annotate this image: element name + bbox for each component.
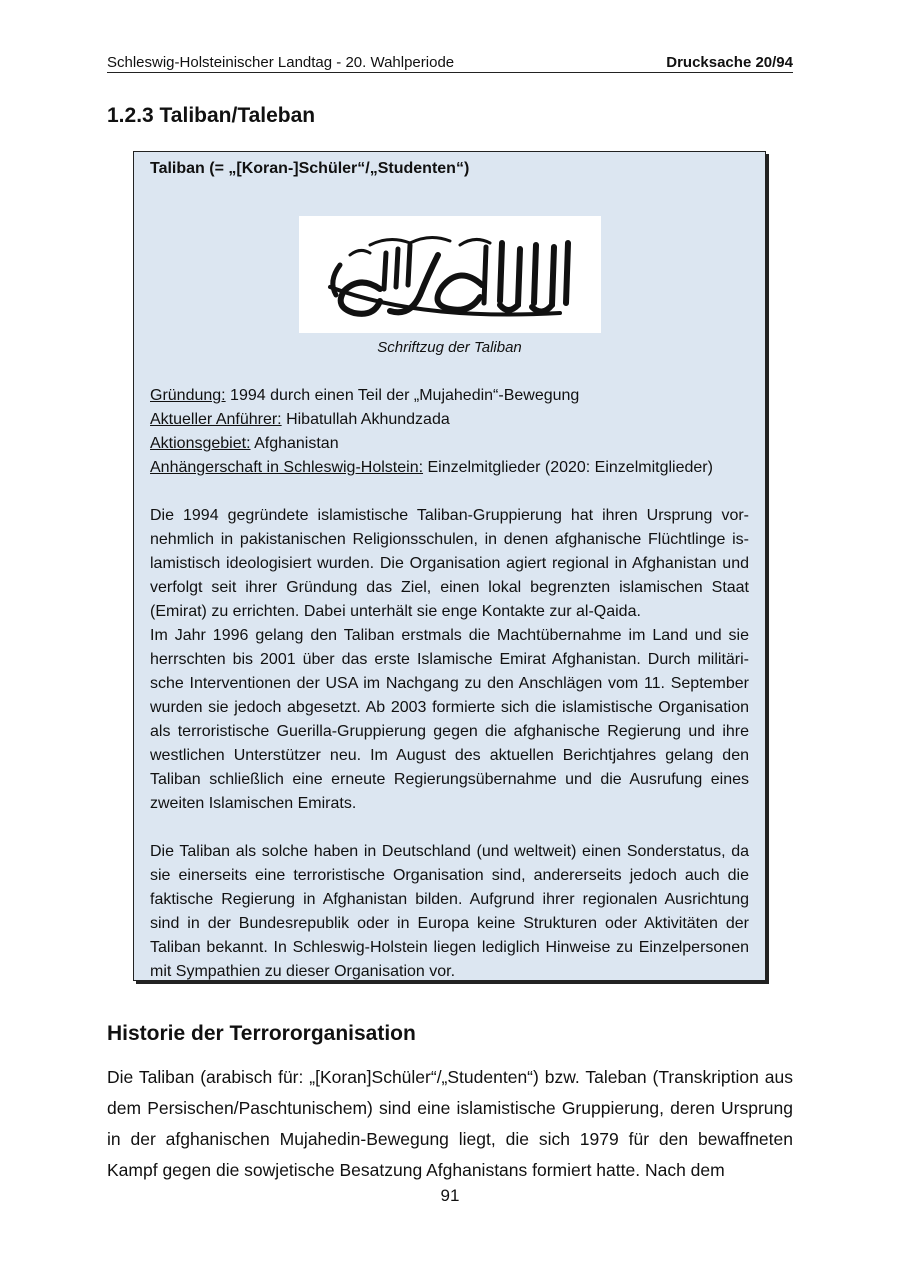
fact-leader: Aktueller Anführer: Hibatullah Akhundzada (150, 411, 450, 428)
logo-caption: Schriftzug der Taliban (377, 339, 522, 356)
page-header (107, 54, 793, 73)
box-paragraph-1: Die 1994 gegründete islamistische Taliban-Gruppierung hat ihren Ursprung vornehmlich in pakistanischen Religionsschulen, in denen afghanische Flüchtlinge islamistisch ideologisiert wurden. Die Organisation agiert regional in Afghanistan und verfolgt seit ihrer Gründung das Ziel, einen lokal begrenzten islamischen Staat (Emirat) zu errichten. Dabei unterhält sie enge Kontakte zur al-Qaida. (150, 507, 749, 620)
fact-founding: Gründung: 1994 durch einen Teil der „Mujahedin“-Bewegung (150, 387, 580, 404)
taliban-script-logo (299, 216, 601, 333)
fact-followers: Anhängerschaft in Schleswig-Holstein: Einzelmitglieder (2020: Einzelmitglieder) (150, 459, 713, 476)
page-number: 91 (440, 1186, 460, 1205)
calligraphy-image (310, 225, 590, 325)
box-title: Taliban (= „[Koran-]Schüler“/„Studenten“) (150, 160, 470, 177)
header-left: Schleswig-Holsteinischer Landtag - 20. Wahlperiode (107, 54, 455, 71)
header-right: Drucksache 20/94 (666, 54, 793, 71)
facts-list (150, 384, 749, 480)
section-title: 1.2.3 Taliban/Taleban (107, 104, 316, 127)
fact-area: Aktionsgebiet: Afghanistan (150, 435, 339, 452)
history-title: Historie der Terrororganisation (107, 1022, 416, 1045)
box-paragraph-3: Die Taliban als solche haben in Deutschland (und weltweit) einen Sonderstatus, da sie einerseits eine terroristische Organisation sind, andererseits jedoch auch die faktische Regierung in Afghanistan bilden. Aufgrund ihrer regionalen Ausrichtung sind in der Bundesrepublik oder in Europa keine Strukturen oder Aktivitäten der Taliban bekannt. In Schleswig-Holstein liegen lediglich Hinweise zu Einzelpersonen mit Sympathien zu dieser Organisation vor. (150, 843, 749, 980)
info-box (133, 151, 766, 981)
box-paragraph-2: Im Jahr 1996 gelang den Taliban erstmals die Machtübernahme im Land und sie herrschten bis 2001 über das erste Islamische Emirat Afghanistan. Durch militärische Interventionen der USA im Nachgang zu den Anschlägen vom 11. September wurden sie jedoch abgesetzt. Ab 2003 formierte sich die islamistische Organisation als terroristische Guerilla-Gruppierung gegen die afghanische Regierung und ihre westlichen Unterstützer neu. Im August des aktuellen Berichtjahres gelang den Taliban schließlich eine erneute Regierungsübernahme und die Ausrufung eines zweiten Islamischen Emirats. (150, 627, 749, 812)
history-paragraph: Die Taliban (arabisch für: „[Koran]Schüler“/„Studenten“) bzw. Taleban (Transkription aus dem Persischen/Paschtunischem) sind eine islamistische Gruppierung, deren Ursprung in der afghanischen Mujahedin-Bewegung liegt, die sich 1979 für den bewaffneten Kampf gegen die sowjetische Besatzung Afghanistans formiert hatte. Nach dem (107, 1067, 793, 1180)
